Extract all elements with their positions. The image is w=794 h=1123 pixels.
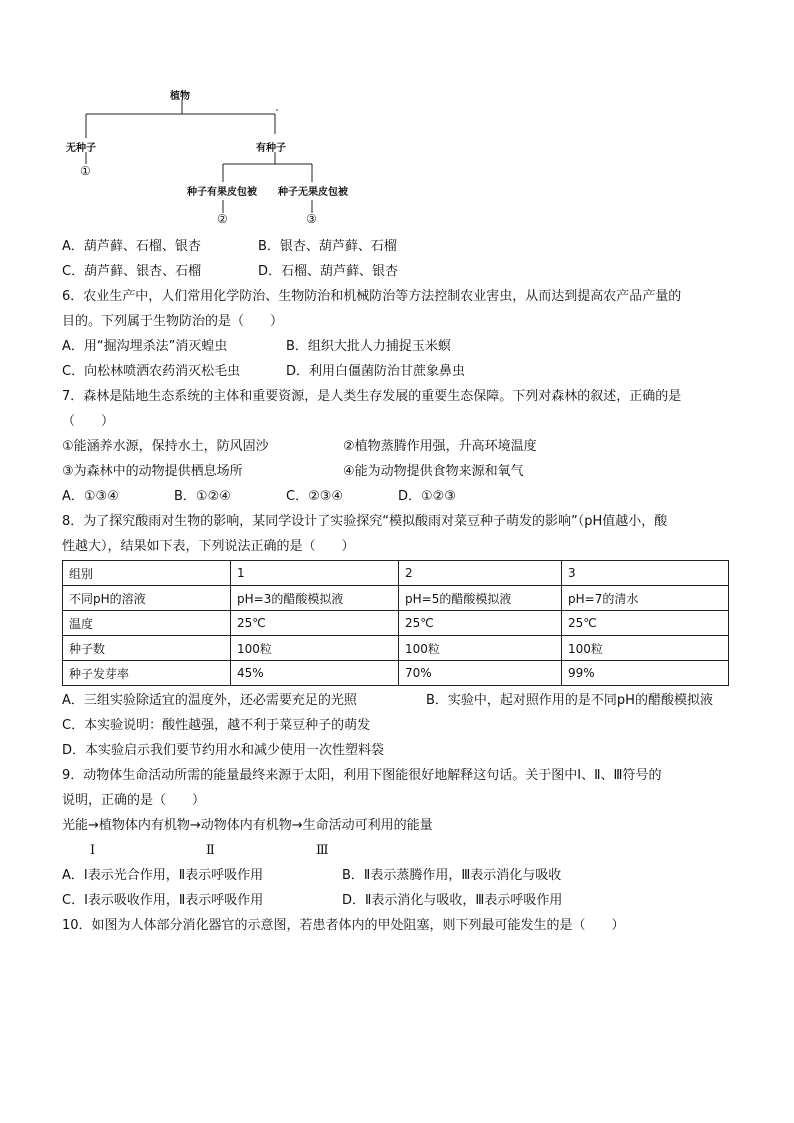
table-cell: pH=3的醋酸模拟液 [231, 586, 399, 611]
table-cell: pH=5的醋酸模拟液 [399, 586, 562, 611]
tree-root-label: 植物 [170, 91, 190, 102]
table-row [63, 636, 729, 661]
tree-has-seed-label: 有种子 [256, 143, 286, 154]
q5-option-c: C．葫芦藓、银杏、石榴 [62, 264, 202, 279]
table-cell: 不同pH的溶液 [63, 586, 231, 611]
q9-marker-1: Ⅰ [90, 843, 96, 858]
q7-statements-row-2 [62, 459, 742, 484]
q7-stem-line-2: （ ） [62, 414, 115, 429]
table-cell: 25℃ [231, 611, 399, 636]
q6-option-b: B．组织大批人力捕捉玉米螟 [286, 339, 451, 354]
q8-option-a: A．三组实验除适宜的温度外，还必需要充足的光照 [62, 693, 357, 708]
q6-options-row-2 [62, 359, 742, 384]
q7-statement-2: ②植物蒸腾作用强，升高环境温度 [343, 439, 537, 454]
table-cell: 100粒 [562, 636, 729, 661]
table-cell: 100粒 [231, 636, 399, 661]
tree-seed-covered-label: 种子有果皮包被 [187, 187, 257, 198]
q9-marker-3: Ⅲ [316, 843, 329, 858]
q10-stem: 10．如图为人体部分消化器官的示意图，若患者体内的甲处阻塞，则下列最可能发生的是（ ） [62, 918, 625, 933]
q9-options-row-2 [62, 888, 742, 913]
table-row [63, 586, 729, 611]
table-cell: 温度 [63, 611, 231, 636]
q7-statements-row-1 [62, 434, 742, 459]
q5-option-a: A．葫芦藓、石榴、银杏 [62, 239, 201, 254]
q9-stem-line-2: 说明，正确的是（ ） [62, 793, 206, 808]
plant-classification-diagram [60, 86, 380, 236]
table-cell: 1 [231, 561, 399, 586]
q6-options-row-1 [62, 334, 742, 359]
q7-option-d: D．①②③ [398, 489, 456, 504]
q7-option-c: C．②③④ [286, 489, 344, 504]
q8-option-d: D．本实验启示我们要节约用水和减少使用一次性塑料袋 [62, 743, 385, 758]
q5-options-row-2 [62, 259, 742, 284]
table-cell: 3 [562, 561, 729, 586]
table-cell: 2 [399, 561, 562, 586]
question-content [62, 234, 742, 938]
q9-option-c: C．Ⅰ表示吸收作用，Ⅱ表示呼吸作用 [62, 893, 264, 908]
table-cell: 45% [231, 661, 399, 686]
q7-option-a: A．①③④ [62, 489, 119, 504]
tree-num-1: ① [80, 164, 91, 178]
q9-options-row-1 [62, 863, 742, 888]
table-cell: pH=7的清水 [562, 586, 729, 611]
q8-stem-line-2: 性越大），结果如下表，下列说法正确的是（ ） [62, 539, 355, 554]
tree-num-3: ③ [306, 212, 317, 226]
q6-option-c: C．向松林喷洒农药消灭松毛虫 [62, 364, 241, 379]
table-cell: 99% [562, 661, 729, 686]
tree-seed-bare-label: 种子无果皮包被 [278, 187, 348, 198]
q8-stem-line-1: 8．为了探究酸雨对生物的影响，某同学设计了实验探究“模拟酸雨对菜豆种子萌发的影响”（pH值越小，酸 [62, 514, 668, 529]
table-cell: 种子数 [63, 636, 231, 661]
q6-stem-line-2: 目的。下列属于生物防治的是（ ） [62, 314, 284, 329]
q8-options-row-1 [62, 688, 742, 713]
table-cell: 种子发芽率 [63, 661, 231, 686]
q7-statement-1: ①能涵养水源，保持水土，防风固沙 [62, 439, 269, 454]
tree-no-seed-label: 无种子 [66, 143, 96, 154]
table-row [63, 661, 729, 686]
q5-option-d: D．石榴、葫芦藓、银杏 [258, 264, 399, 279]
q7-stem-line-1: 7．森林是陆地生态系统的主体和重要资源，是人类生存发展的重要生态保障。下列对森林的叙述，正确的是 [62, 389, 682, 404]
table-row [63, 561, 729, 586]
q8-experiment-table [62, 560, 729, 686]
q7-options-row [62, 484, 742, 509]
q9-stem-line-1: 9．动物体生命活动所需的能量最终来源于太阳，利用下图能很好地解释这句话。关于图中Ⅰ、Ⅱ、Ⅲ符号的 [62, 768, 662, 783]
q5-option-b: B．银杏、葫芦藓、石榴 [258, 239, 397, 254]
table-cell: 组别 [63, 561, 231, 586]
q7-statement-4: ④能为动物提供食物来源和氧气 [343, 464, 524, 479]
q6-option-d: D．利用白僵菌防治甘蔗象鼻虫 [286, 364, 466, 379]
q8-option-b: B．实验中，起对照作用的是不同pH的醋酸模拟液 [426, 693, 713, 708]
q8-option-c: C．本实验说明：酸性越强，越不利于菜豆种子的萌发 [62, 718, 371, 733]
q9-option-a: A．Ⅰ表示光合作用，Ⅱ表示呼吸作用 [62, 868, 264, 883]
table-cell: 25℃ [562, 611, 729, 636]
q9-marker-2: Ⅱ [206, 843, 215, 858]
q7-option-b: B．①②④ [174, 489, 231, 504]
table-cell: 100粒 [399, 636, 562, 661]
q9-flow-markers [62, 838, 742, 863]
table-cell: 70% [399, 661, 562, 686]
q6-stem-line-1: 6．农业生产中，人们常用化学防治、生物防治和机械防治等方法控制农业害虫，从而达到提高农产品产量的 [62, 289, 682, 304]
q5-options-row-1 [62, 234, 742, 259]
table-row [63, 611, 729, 636]
q7-statement-3: ③为森林中的动物提供栖息场所 [62, 464, 243, 479]
q9-option-b: B．Ⅱ表示蒸腾作用，Ⅲ表示消化与吸收 [342, 868, 562, 883]
q6-option-a: A．用“掘沟埋杀法”消灭蝗虫 [62, 339, 228, 354]
q9-energy-flow: 光能→植物体内有机物→动物体内有机物→生命活动可利用的能量 [62, 818, 433, 833]
q9-option-d: D．Ⅱ表示消化与吸收，Ⅲ表示呼吸作用 [342, 893, 563, 908]
table-cell: 25℃ [399, 611, 562, 636]
tree-num-2: ② [217, 212, 228, 226]
